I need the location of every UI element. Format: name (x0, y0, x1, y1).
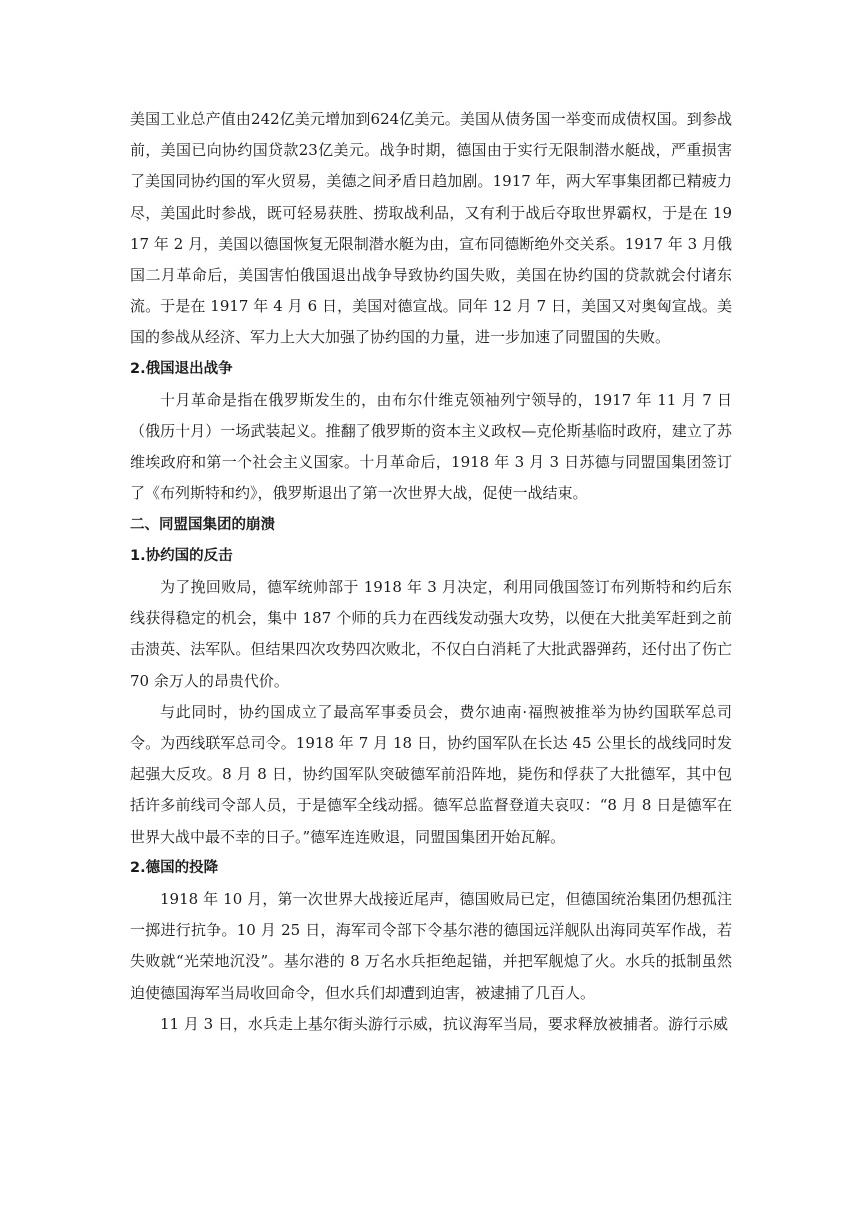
paragraph-us-entry: 美国工业总产值由242亿美元增加到624亿美元。美国从债务国一举变而成债权国。到参战前，美国已向协约国贷款23亿美元。战争时期，德国由于实行无限制潜水艇战，严重损害了美国同协约国的军火贸易，美德之间矛盾日趋加剧。1917 年，两大军事集团都已精疲力尽，美国此时参战，既可轻易获胜、捞取战利品，又有利于战后夺取世界霸权，于是在 1917 年 2 月，美国以德国恢复无限制潜水艇为由，宣布同德断绝外交关系。1917 年 3 月俄国二月革命后，美国害怕俄国退出战争导致协约国失败，美国在协约国的贷款就会付诸东流。于是在 1917 年 4 月 6 日，美国对德宣战。同年 12 月 7 日，美国又对奥匈宣战。美国的参战从经济、军力上大大加强了协约国的力量，进一步加速了同盟国的失败。 (130, 110, 732, 347)
paragraph-entente-command: 与此同时，协约国成立了最高军事委员会，费尔迪南·福煦被推举为协约国联军总司令。为西线联军总司令。1918 年 7 月 18 日，协约国军队在长达 45 公里长的战线同时发起强大反攻。8 月 8 日，协约国军队突破德军前沿阵地，毙伤和俘获了大批德军，其中包括许多前线司令部人员，于是德军全线动摇。德军总监督登道夫哀叹：“8 月 8 日是德军在世界大战中最不幸的日子。”德军连连败退，同盟国集团开始瓦解。 (130, 702, 732, 846)
paragraph-kiel-demonstration: 11 月 3 日，水兵走上基尔街头游行示威，抗议海军当局，要求释放被捕者。游行示威 (160, 1014, 728, 1033)
heading-central-powers-collapse: 二、同盟国集团的崩溃 (130, 516, 275, 533)
heading-russia-exit: 2.俄国退出战争 (130, 360, 233, 377)
document-page (130, 104, 732, 1040)
heading-german-surrender: 2.德国的投降 (130, 859, 219, 876)
paragraph-german-offensive: 为了挽回败局，德军统帅部于 1918 年 3 月决定，利用同俄国签订布列斯特和约后东线获得稳定的机会，集中 187 个师的兵力在西线发动强大攻势，以便在大批美军赶到之前击溃英、法军队。但结果四次攻势四次败北，不仅白白消耗了大批武器弹药，还付出了伤亡 70 余万人的昂贵代价。 (130, 578, 732, 690)
heading-entente-counterattack: 1.协约国的反击 (130, 547, 233, 564)
paragraph-october-revolution: 十月革命是指在俄罗斯发生的，由布尔什维克领袖列宁领导的，1917 年 11 月 7 日（俄历十月）一场武装起义。推翻了俄罗斯的资本主义政权—克伦斯基临时政府，建立了苏维埃政府和第一个社会主义国家。十月革命后，1918 年 3 月 3 日苏德与同盟国集团签订了《布列斯特和约》，俄罗斯退出了第一次世界大战，促使一战结束。 (130, 390, 732, 503)
paragraph-kiel-sailors: 1918 年 10 月，第一次世界大战接近尾声，德国败局已定，但德国统治集团仍想孤注一掷进行抗争。10 月 25 日，海军司令部下令基尔港的德国远洋舰队出海同英军作战，若失败就“光荣地沉没”。基尔港的 8 万名水兵拒绝起锚，并把军舰熄了火。水兵的抵制虽然迫使德国海军当局收回命令，但水兵们却遭到迫害，被逮捕了几百人。 (130, 890, 732, 1002)
